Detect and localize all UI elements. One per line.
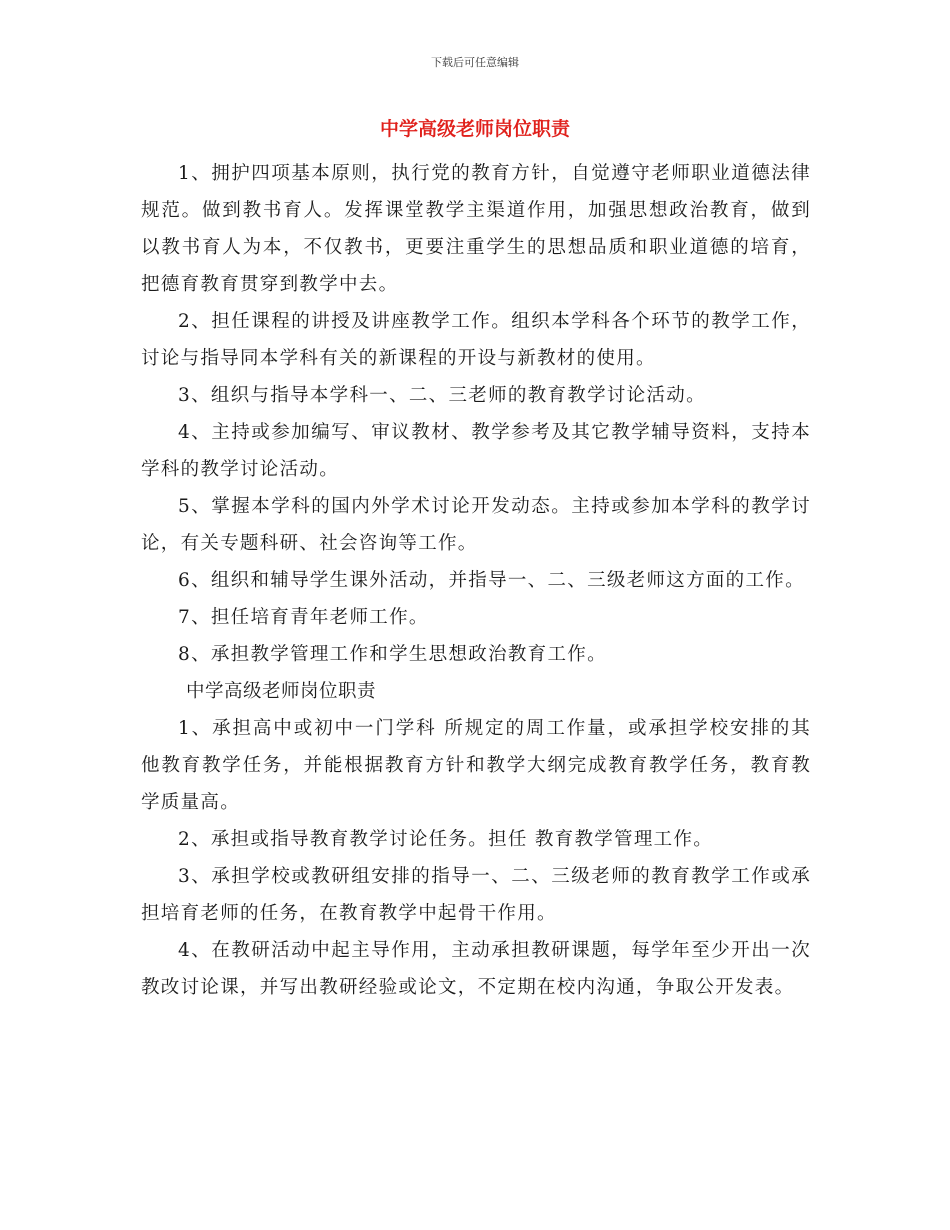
document-body [141, 155, 811, 1006]
paragraph-2-3: 3、承担学校或教研组安排的指导一、二、三级老师的教育教学工作或承担培育老师的任务，在教育教学中起骨干作用。 [141, 866, 811, 924]
paragraph-1-5: 5、掌握本学科的国内外学术讨论开发动态。主持或参加本学科的教学讨论，有关专题科研、社会咨询等工作。 [141, 496, 811, 554]
paragraph-1-8: 8、承担教学管理工作和学生思想政治教育工作。 [178, 644, 607, 665]
paragraph-1-7: 7、担任培育青年老师工作。 [178, 607, 429, 628]
section-subtitle: 中学高级老师岗位职责 [186, 681, 377, 702]
header-note: 下载后可任意编辑 [431, 56, 519, 69]
paragraph-2-2: 2、承担或指导教育教学讨论任务。担任 教育教学管理工作。 [178, 829, 714, 850]
paragraph-1-2: 2、担任课程的讲授及讲座教学工作。组织本学科各个环节的教学工作，讨论与指导同本学科有关的新课程的开设与新教材的使用。 [141, 311, 811, 369]
paragraph-1-6: 6、组织和辅导学生课外活动，并指导一、二、三级老师这方面的工作。 [178, 570, 805, 591]
paragraph-1-1: 1、拥护四项基本原则，执行党的教育方针，自觉遵守老师职业道德法律规范。做到教书育人。发挥课堂教学主渠道作用，加强思想政治教育，做到以教书育人为本，不仅教书，更要注重学生的思想品质和职业道德的培育，把德育教育贯穿到教学中去。 [141, 163, 811, 295]
document-title: 中学高级老师岗位职责 [379, 118, 570, 140]
paragraph-2-1: 1、承担高中或初中一门学科 所规定的周工作量，或承担学校安排的其他教育教学任务，并能根据教育方针和教学大纲完成教育教学任务，教育教学质量高。 [141, 718, 811, 813]
paragraph-1-3: 3、组织与指导本学科一、二、三老师的教育教学讨论活动。 [178, 385, 706, 406]
paragraph-1-4: 4、主持或参加编写、审议教材、教学参考及其它教学辅导资料，支持本学科的教学讨论活动。 [141, 422, 811, 480]
paragraph-2-4: 4、在教研活动中起主导作用，主动承担教研课题，每学年至少开出一次教改讨论课，并写出教研经验或论文，不定期在校内沟通，争取公开发表。 [141, 940, 811, 998]
